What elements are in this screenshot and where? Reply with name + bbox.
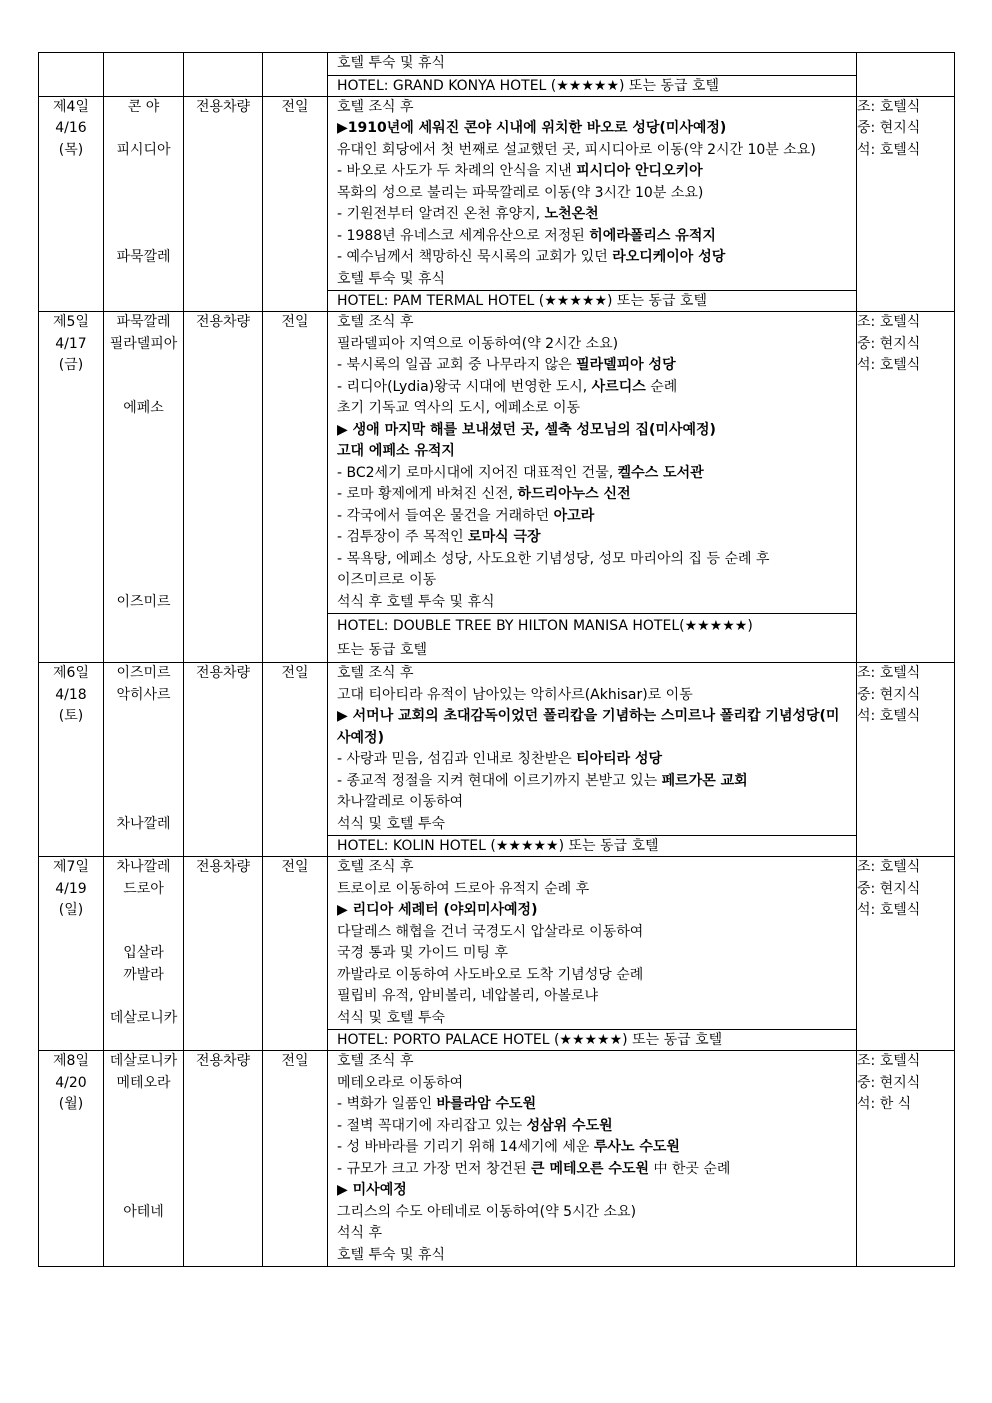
schedule-lines bbox=[328, 663, 856, 835]
line-text: - 각국에서 들여온 물건을 거래하던 bbox=[337, 507, 554, 524]
city-spacer bbox=[104, 118, 183, 140]
highlight-text: 라오디케이아 성당 bbox=[612, 249, 726, 265]
schedule-line bbox=[337, 857, 852, 879]
schedule-line bbox=[337, 570, 852, 592]
day-weekday: (토) bbox=[58, 708, 84, 724]
city-spacer bbox=[104, 441, 183, 463]
city-name: 파묵깔레 bbox=[116, 314, 171, 330]
line-text: - 성 바바라를 기리기 위해 14세기에 세운 bbox=[337, 1139, 594, 1155]
highlight-text: 성삼위 수도원 bbox=[526, 1117, 613, 1134]
city-name: 입살라 bbox=[123, 945, 164, 961]
highlight-text: ▶ 서머나 교회의 초대감독이었던 폴리캅을 기념하는 스미르나 폴리캅 기념성당(미사예정) bbox=[337, 708, 840, 746]
schedule-line bbox=[337, 1094, 852, 1116]
line-text: 석식 및 호텔 투숙 bbox=[337, 1009, 446, 1026]
schedule-lines bbox=[328, 857, 856, 1029]
meal-item: 조: 호텔식 bbox=[857, 665, 921, 681]
line-text: 초기 기독교 역사의 도시, 에페소로 이동 bbox=[337, 400, 581, 416]
schedule-cell bbox=[328, 53, 857, 97]
day-date: 4/18 bbox=[55, 686, 87, 703]
day-weekday: (일) bbox=[58, 902, 84, 918]
city-name: 데살로니카 bbox=[109, 1009, 178, 1026]
schedule-line bbox=[337, 1245, 852, 1267]
schedule-line bbox=[337, 377, 852, 399]
line-text: 필라델피아 지역으로 이동하여(약 2시간 소요) bbox=[337, 335, 619, 352]
schedule-line bbox=[337, 706, 852, 749]
highlight-text: 하드리아누스 신전 bbox=[517, 486, 631, 502]
hotel-line: HOTEL: PAM TERMAL HOTEL (★★★★★) 또는 동급 호텔 bbox=[328, 290, 856, 311]
city-name: 파묵깔레 bbox=[116, 249, 171, 265]
day-cell bbox=[39, 663, 104, 857]
day-weekday: (목) bbox=[58, 141, 84, 158]
transport-cell: 전용차량 bbox=[184, 663, 263, 857]
meal-item: 조: 호텔식 bbox=[857, 1053, 921, 1069]
line-text: 트로이로 이동하여 드로아 유적지 순례 후 bbox=[337, 880, 590, 897]
meal-cell bbox=[857, 312, 955, 663]
line-text: - 기원전부터 알려진 온천 휴양지, bbox=[337, 206, 545, 222]
schedule-line bbox=[337, 226, 852, 248]
schedule-line bbox=[337, 549, 852, 571]
highlight-text: 큰 메테오른 수도원 bbox=[531, 1160, 649, 1177]
day-row bbox=[39, 96, 955, 312]
meal-item: 석: 호텔식 bbox=[857, 141, 921, 158]
schedule-line bbox=[337, 269, 852, 291]
city-spacer bbox=[104, 749, 183, 771]
day-label: 제5일 bbox=[53, 314, 89, 330]
schedule-line bbox=[337, 398, 852, 420]
city-spacer bbox=[104, 1116, 183, 1138]
line-text: 호텔 조식 후 bbox=[337, 859, 414, 875]
schedule-line bbox=[337, 965, 852, 987]
meal-item: 조: 호텔식 bbox=[857, 859, 921, 875]
hotel-line: HOTEL: GRAND KONYA HOTEL (★★★★★) 또는 동급 호텔 bbox=[328, 75, 856, 96]
day-cell bbox=[39, 53, 104, 97]
city-cell bbox=[104, 857, 184, 1051]
meal-cell bbox=[857, 663, 955, 857]
schedule-line bbox=[337, 663, 852, 685]
city-name: 메테오라 bbox=[116, 1074, 171, 1091]
schedule-line bbox=[337, 1137, 852, 1159]
schedule-cell bbox=[328, 663, 857, 857]
city-name: 피시디아 bbox=[116, 141, 171, 158]
highlight-text: 페르가몬 교회 bbox=[661, 772, 748, 789]
schedule-line bbox=[337, 118, 852, 140]
schedule-cell bbox=[328, 1051, 857, 1267]
time-cell: 전일 bbox=[263, 1051, 328, 1267]
city-name: 콘 야 bbox=[127, 98, 160, 115]
highlight-text: ▶ 생애 마지막 해를 보내셨던 곳, 셀축 성모님의 집(미사예정) bbox=[337, 421, 716, 438]
day-cell bbox=[39, 1051, 104, 1267]
schedule-line bbox=[337, 1159, 852, 1181]
city-spacer bbox=[104, 183, 183, 205]
line-text: 호텔 조식 후 bbox=[337, 665, 414, 681]
schedule-line bbox=[337, 97, 852, 119]
schedule-lines bbox=[328, 312, 856, 613]
city-spacer bbox=[104, 484, 183, 506]
schedule-line bbox=[337, 161, 852, 183]
city-name: 아테네 bbox=[123, 1203, 164, 1220]
hotel-block bbox=[328, 613, 856, 662]
schedule-line bbox=[337, 792, 852, 814]
line-text: 이즈미르로 이동 bbox=[337, 572, 437, 588]
line-text: 국경 통과 및 가이드 미팅 후 bbox=[337, 945, 509, 961]
line-text: 中 한곳 순례 bbox=[649, 1160, 731, 1177]
city-spacer bbox=[104, 527, 183, 549]
highlight-text: 루사노 수도원 bbox=[593, 1139, 680, 1155]
schedule-line bbox=[337, 986, 852, 1008]
schedule-lines bbox=[328, 53, 856, 75]
schedule-lines bbox=[328, 1051, 856, 1266]
city-spacer bbox=[104, 728, 183, 750]
schedule-line bbox=[337, 685, 852, 707]
line-text: - 검투장이 주 목적인 bbox=[337, 529, 469, 545]
line-text: 호텔 투숙 및 휴식 bbox=[337, 55, 446, 71]
day-row bbox=[39, 53, 955, 97]
city-cell bbox=[104, 663, 184, 857]
schedule-line bbox=[337, 1008, 852, 1030]
city-name: 에페소 bbox=[123, 400, 164, 416]
line-text: 까발라로 이동하여 사도바오로 도착 기념성당 순례 bbox=[337, 966, 644, 983]
day-date: 4/16 bbox=[55, 120, 87, 136]
schedule-line bbox=[337, 506, 852, 528]
line-text: 다달레스 해협을 건너 국경도시 압살라로 이동하여 bbox=[337, 923, 644, 940]
line-text: - 바오로 사도가 두 차례의 안식을 지낸 bbox=[337, 163, 577, 179]
meal-item: 중: 현지식 bbox=[857, 1074, 921, 1091]
schedule-line bbox=[337, 420, 852, 442]
city-cell bbox=[104, 96, 184, 312]
meal-item: 중: 현지식 bbox=[857, 120, 921, 136]
schedule-line bbox=[337, 441, 852, 463]
line-text: - 로마 황제에게 바쳐진 신전, bbox=[337, 486, 518, 502]
schedule-line bbox=[337, 922, 852, 944]
schedule-line bbox=[337, 814, 852, 836]
line-text: - 북시록의 일곱 교회 중 나무라지 않은 bbox=[337, 357, 577, 373]
city-cell bbox=[104, 53, 184, 97]
line-text: - 규모가 크고 가장 먼저 창건된 bbox=[337, 1160, 532, 1177]
time-cell: 전일 bbox=[263, 312, 328, 663]
city-spacer bbox=[104, 900, 183, 922]
time-cell: 전일 bbox=[263, 663, 328, 857]
day-date: 4/20 bbox=[55, 1074, 87, 1091]
city-spacer bbox=[104, 463, 183, 485]
line-text: - 절벽 꼭대기에 자리잡고 있는 bbox=[337, 1117, 527, 1134]
city-name: 까발라 bbox=[123, 966, 164, 983]
city-spacer bbox=[104, 377, 183, 399]
city-name: 악히사르 bbox=[116, 686, 171, 703]
schedule-line bbox=[337, 592, 852, 614]
line-text: 목화의 성으로 불리는 파묵깔레로 이동(약 3시간 10분 소요) bbox=[337, 184, 704, 201]
city-spacer bbox=[104, 204, 183, 226]
hotel-line: HOTEL: PORTO PALACE HOTEL (★★★★★) 또는 동급 호텔 bbox=[328, 1029, 856, 1050]
meal-cell bbox=[857, 1051, 955, 1267]
transport-cell: 전용차량 bbox=[184, 1051, 263, 1267]
line-text: 석식 후 호텔 투숙 및 휴식 bbox=[337, 593, 495, 610]
city-name: 이즈미르 bbox=[116, 593, 171, 610]
city-name: 차나깔레 bbox=[116, 859, 171, 875]
line-text: 호텔 조식 후 bbox=[337, 1053, 414, 1069]
city-name: 필라델피아 bbox=[109, 335, 178, 352]
highlight-text: 티아티라 성당 bbox=[576, 751, 663, 767]
day-row bbox=[39, 663, 955, 857]
schedule-line bbox=[337, 140, 852, 162]
city-name: 드로아 bbox=[123, 880, 164, 897]
schedule-line bbox=[337, 204, 852, 226]
meal-item: 조: 호텔식 bbox=[857, 98, 921, 115]
meal-item: 석: 호텔식 bbox=[857, 357, 921, 373]
transport-cell: 전용차량 bbox=[184, 96, 263, 312]
highlight-text: 피시디아 안디오키아 bbox=[576, 163, 703, 179]
highlight-text: ▶ 미사예정 bbox=[337, 1182, 407, 1198]
line-text: - BC2세기 로마시대에 지어진 대표적인 건물, bbox=[337, 464, 618, 481]
line-text: 호텔 투숙 및 휴식 bbox=[337, 1246, 446, 1263]
day-cell bbox=[39, 96, 104, 312]
itinerary-body bbox=[39, 53, 955, 1267]
line-text: 석식 및 호텔 투숙 bbox=[337, 815, 446, 832]
line-text: - 목욕탕, 에페소 성당, 사도요한 기념성당, 성모 마리아의 집 등 순례 후 bbox=[337, 550, 770, 567]
hotel-line: HOTEL: DOUBLE TREE BY HILTON MANISA HOTEL(★★★★★) bbox=[337, 618, 753, 634]
highlight-text: 필라델피아 성당 bbox=[576, 357, 676, 373]
hotel-line: HOTEL: KOLIN HOTEL (★★★★★) 또는 동급 호텔 bbox=[328, 835, 856, 856]
schedule-line bbox=[337, 484, 852, 506]
itinerary-table bbox=[38, 52, 955, 1267]
transport-cell bbox=[184, 53, 263, 97]
day-row bbox=[39, 1051, 955, 1267]
meal-item: 석: 호텔식 bbox=[857, 902, 921, 918]
schedule-line bbox=[337, 771, 852, 793]
city-spacer bbox=[104, 1180, 183, 1202]
city-spacer bbox=[104, 161, 183, 183]
meal-item: 중: 현지식 bbox=[857, 880, 921, 897]
city-spacer bbox=[104, 355, 183, 377]
line-text: 석식 후 bbox=[337, 1225, 383, 1241]
day-weekday: (금) bbox=[58, 357, 84, 373]
highlight-text: 사르디스 bbox=[591, 378, 646, 395]
line-text: 그리스의 수도 아테네로 이동하여(약 5시간 소요) bbox=[337, 1203, 637, 1220]
city-spacer bbox=[104, 986, 183, 1008]
schedule-line bbox=[337, 527, 852, 549]
schedule-line bbox=[337, 1180, 852, 1202]
meal-cell bbox=[857, 857, 955, 1051]
transport-cell: 전용차량 bbox=[184, 857, 263, 1051]
highlight-text: 켈수스 도서관 bbox=[617, 464, 704, 481]
line-text: - 예수님께서 책망하신 묵시록의 교회가 있던 bbox=[337, 249, 613, 265]
transport-cell: 전용차량 bbox=[184, 312, 263, 663]
city-spacer bbox=[104, 506, 183, 528]
line-text: 호텔 투숙 및 휴식 bbox=[337, 270, 446, 287]
city-spacer bbox=[104, 1137, 183, 1159]
line-text: 메테오라로 이동하여 bbox=[337, 1074, 464, 1091]
line-text: 순례 bbox=[645, 378, 678, 395]
schedule-line bbox=[337, 749, 852, 771]
highlight-text: 로마식 극장 bbox=[468, 529, 541, 545]
highlight-text: 바를라암 수도원 bbox=[436, 1096, 537, 1112]
city-spacer bbox=[104, 226, 183, 248]
city-spacer bbox=[104, 922, 183, 944]
schedule-cell bbox=[328, 857, 857, 1051]
day-cell bbox=[39, 857, 104, 1051]
highlight-text: 노천온천 bbox=[544, 206, 599, 222]
schedule-line bbox=[337, 463, 852, 485]
schedule-line bbox=[337, 1116, 852, 1138]
schedule-line bbox=[337, 312, 852, 334]
line-text: - 종교적 정절을 지켜 현대에 이르기까지 본받고 있는 bbox=[337, 772, 662, 789]
city-cell bbox=[104, 312, 184, 663]
day-label: 제7일 bbox=[53, 859, 89, 875]
schedule-line bbox=[337, 183, 852, 205]
meal-item: 중: 현지식 bbox=[857, 686, 921, 703]
city-cell bbox=[104, 1051, 184, 1267]
meal-cell bbox=[857, 53, 955, 97]
schedule-line bbox=[337, 1223, 852, 1245]
line-text: 차나깔레로 이동하여 bbox=[337, 794, 464, 810]
day-weekday: (월) bbox=[58, 1096, 84, 1112]
line-text: 호텔 조식 후 bbox=[337, 314, 414, 330]
day-date: 4/17 bbox=[55, 335, 87, 352]
day-row bbox=[39, 312, 955, 663]
city-spacer bbox=[104, 1094, 183, 1116]
schedule-line bbox=[337, 1073, 852, 1095]
meal-item: 중: 현지식 bbox=[857, 335, 921, 352]
city-spacer bbox=[104, 549, 183, 571]
city-name: 차나깔레 bbox=[116, 815, 171, 832]
day-cell bbox=[39, 312, 104, 663]
day-label: 제4일 bbox=[53, 98, 89, 115]
city-spacer bbox=[104, 420, 183, 442]
line-text: - 1988년 유네스코 세계유산으로 저정된 bbox=[337, 227, 590, 244]
schedule-line bbox=[337, 247, 852, 269]
meal-item: 조: 호텔식 bbox=[857, 314, 921, 330]
city-spacer bbox=[104, 771, 183, 793]
meal-item: 석: 호텔식 bbox=[857, 708, 921, 724]
meal-item: 석: 한 식 bbox=[857, 1096, 912, 1112]
time-cell: 전일 bbox=[263, 96, 328, 312]
line-text: - 사랑과 믿음, 섬김과 인내로 칭찬받은 bbox=[337, 751, 577, 767]
schedule-line bbox=[337, 1202, 852, 1224]
line-text: 호텔 조식 후 bbox=[337, 98, 414, 115]
highlight-text: 고대 에페소 유적지 bbox=[337, 443, 455, 459]
highlight-text: 히에라폴리스 유적지 bbox=[589, 227, 716, 244]
schedule-line bbox=[337, 334, 852, 356]
line-text: - 리디아(Lydia)왕국 시대에 번영한 도시, bbox=[337, 378, 592, 395]
city-name: 데살로니카 bbox=[109, 1053, 178, 1069]
highlight-text: ▶1910년에 세워진 콘야 시내에 위치한 바오로 성당(미사예정) bbox=[337, 120, 727, 136]
day-label: 제8일 bbox=[53, 1053, 89, 1069]
time-cell bbox=[263, 53, 328, 97]
city-name: 이즈미르 bbox=[116, 665, 171, 681]
schedule-line bbox=[337, 1051, 852, 1073]
line-text: 고대 티아티라 유적이 남아있는 악히사르(Akhisar)로 이동 bbox=[337, 686, 693, 703]
day-date: 4/19 bbox=[55, 880, 87, 897]
schedule-line bbox=[337, 900, 852, 922]
city-spacer bbox=[104, 706, 183, 728]
schedule-line bbox=[337, 355, 852, 377]
schedule-cell bbox=[328, 96, 857, 312]
schedule-lines bbox=[328, 97, 856, 291]
time-cell: 전일 bbox=[263, 857, 328, 1051]
line-text: 필립비 유적, 암비볼리, 네압볼리, 아볼로냐 bbox=[337, 988, 599, 1004]
schedule-line bbox=[337, 879, 852, 901]
city-spacer bbox=[104, 792, 183, 814]
schedule-cell bbox=[328, 312, 857, 663]
line-text: 유대인 회당에서 첫 번째로 설교했던 곳, 피시디아로 이동(약 2시간 10분 소요) bbox=[337, 141, 816, 158]
schedule-line bbox=[337, 53, 852, 75]
city-spacer bbox=[104, 570, 183, 592]
day-row bbox=[39, 857, 955, 1051]
city-spacer bbox=[104, 1159, 183, 1181]
schedule-line bbox=[337, 943, 852, 965]
hotel-line-2: 또는 동급 호텔 bbox=[337, 642, 428, 658]
line-text: - 벽화가 일품인 bbox=[337, 1096, 437, 1112]
highlight-text: ▶ 리디아 세례터 (야외미사예정) bbox=[337, 902, 538, 918]
meal-cell bbox=[857, 96, 955, 312]
day-label: 제6일 bbox=[53, 665, 89, 681]
highlight-text: 아고라 bbox=[553, 507, 595, 524]
